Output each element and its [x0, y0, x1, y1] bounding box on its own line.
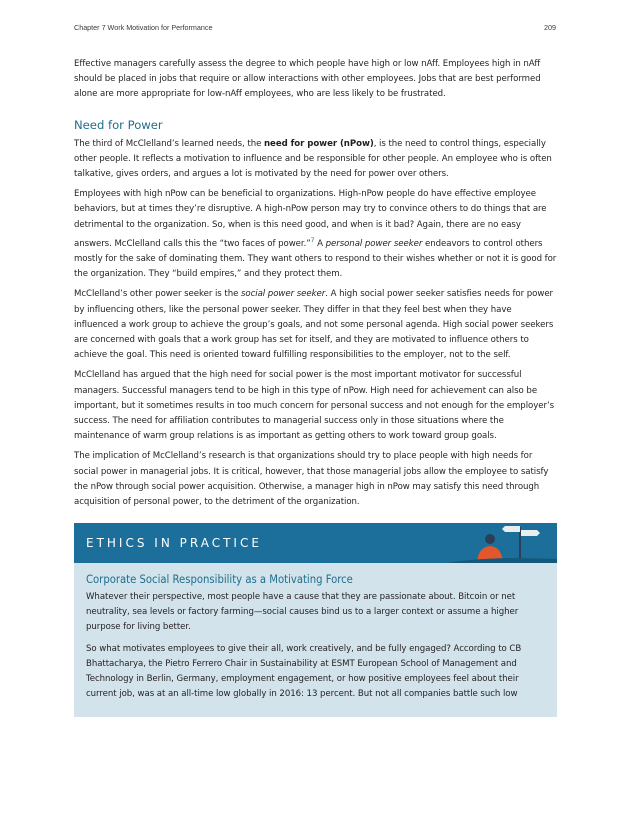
section-heading-need-for-power: Need for Power: [74, 117, 163, 132]
term-personal-power-seeker: personal power seeker: [325, 238, 423, 249]
footnote-ref[interactable]: 7: [310, 236, 315, 244]
ethics-paragraph-2: So what motivates employees to give their all, work creatively, and be fully engaged? According to CB Bhattacharya, the Pietro Ferrero Chair in Sustainability at ESMT European School of Management and Technology in Berlin, Germany, employment engagement, or how positive employees feel about their current job, was at an all-time low globally in 2016: 13 percent. But not all companies battle such low: [86, 643, 522, 700]
power-paragraph-3: McClelland’s other power seeker is the social power seeker. A high social power seeker satisfies needs for power by influencing others, like the personal power seeker. They differ in that they feel best when they have influenced a work group to achieve the group’s goals, and not some personal agenda. High social power seekers are concerned with goals that a work group has set for itself, and they are motivated to influence others to achieve the goal. This need is oriented toward fulfilling responsibilities to the employer, not to the self.: [74, 289, 554, 361]
ethics-box-header: [74, 523, 557, 563]
chapter-title: Chapter 7 Work Motivation for Performance: [74, 23, 213, 32]
ethics-in-practice-box: [74, 523, 557, 717]
main-content: [74, 57, 557, 515]
power-paragraph-5: The implication of McClelland’s research is that organizations should try to place people with high needs for social power in managerial jobs. It is critical, however, that those managerial jobs allow the employee to satisfy the nPow through social power acquisition. Otherwise, a manager high in nPow may satisfy this need through acquisition of personal power, to the detriment of the organization.: [74, 451, 549, 507]
power-paragraph-4: McClelland has argued that the high need for social power is the most important motivator for successful managers. Successful managers tend to be high in this type of nPow. High need for achievement can also be important, but it sometimes results in too much concern for personal success and not enough for the employer’s success. The need for affiliation contributes to managerial success only in those situations where the maintenance of warm group relations is as important as getting others to work toward group goals.: [74, 370, 555, 442]
ethics-box-body: [74, 563, 557, 702]
page-header: [74, 23, 556, 35]
intro-paragraph: Effective managers carefully assess the degree to which people have high or low nAff. Employees high in nAff should be placed in jobs that require or allow interactions with other employees. Jobs that are best performed alone are more appropriate for low-nAff employees, who are less likely to be frustrated.: [74, 59, 541, 100]
power-paragraph-2: Employees with high nPow can be beneficial to organizations. High-nPow people do have effective employee behaviors, but at times they’re disruptive. A high-nPow person may try to convince others to do things that are detrimental to the organization. So, when is this need good, and when is it bad? Again, there are no easy answers. McClelland calls this the “two faces of power.”$^7$ A personal power seeker endeavors to control others mostly for the sake of dominating them. They want others to respond to their wishes whether or not it is good for the organization. They “build empires,” and they protect them.: [74, 189, 557, 280]
ethics-box-label: ETHICS IN PRACTICE: [86, 536, 262, 550]
ethics-box-title: Corporate Social Responsibility as a Motivating Force: [86, 573, 353, 586]
power-paragraph-1: The third of McClelland’s learned needs, the need for power (nPow), is the need to control things, especially other people. It reflects a motivation to influence and be responsible for other people. An employee who is often talkative, gives orders, and argues a lot is motivated by the need for power over others.: [74, 138, 552, 180]
ethics-paragraph-1: Whatever their perspective, most people have a cause that they are passionate about. Bitcoin or net neutrality, sea levels or factory farming—social causes bind us to a larger context or assume a higher purpose for living better.: [86, 592, 519, 633]
term-need-for-power: need for power (nPow): [264, 138, 374, 149]
person-at-signpost-icon: [447, 523, 557, 563]
page-number: 209: [544, 23, 556, 32]
term-social-power-seeker: social power seeker: [240, 289, 326, 300]
